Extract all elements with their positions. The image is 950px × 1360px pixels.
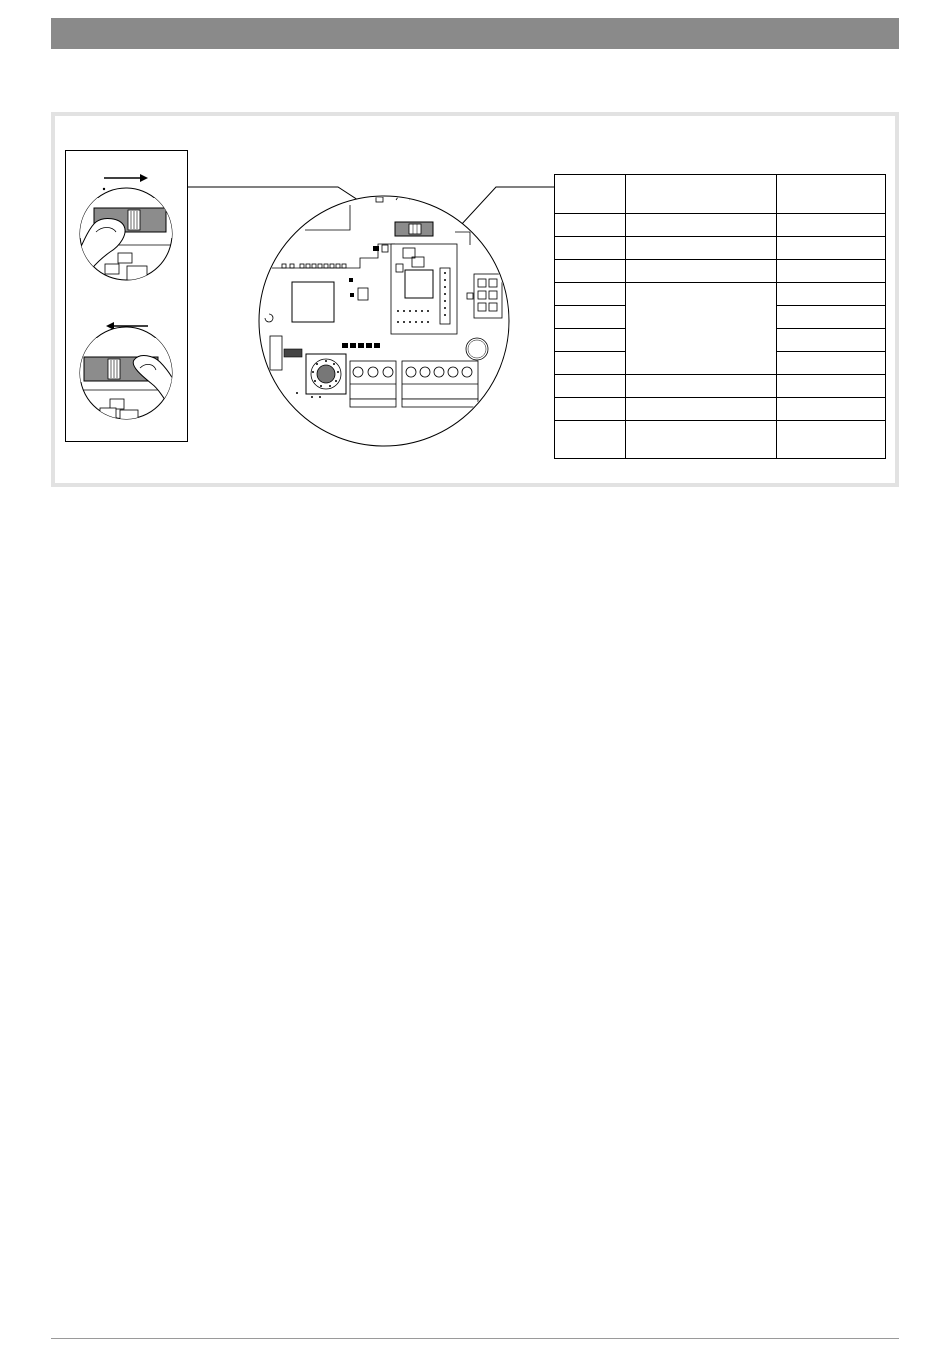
- table-cell: [777, 352, 886, 375]
- table-cell: [777, 375, 886, 398]
- table-cell: [555, 375, 626, 398]
- switch-settings-table: [554, 174, 886, 459]
- main-board-illustration: [258, 196, 509, 446]
- table-cell: [555, 329, 626, 352]
- table-cell: [626, 421, 777, 459]
- table-row: [555, 260, 886, 283]
- table-row: [555, 375, 886, 398]
- table-cell: [777, 283, 886, 306]
- table-row: [555, 214, 886, 237]
- table-cell: [626, 237, 777, 260]
- slide-right-illustration: [70, 174, 178, 290]
- table-cell: [555, 260, 626, 283]
- table-header-row: [555, 175, 886, 214]
- table-cell: [777, 398, 886, 421]
- table-row: [555, 283, 886, 306]
- table-cell: [555, 352, 626, 375]
- table-cell: [555, 283, 626, 306]
- table-row: [555, 421, 886, 459]
- table-header-cell: [626, 175, 777, 214]
- table-cell: [626, 260, 777, 283]
- table-cell: [555, 421, 626, 459]
- table-cell: [777, 214, 886, 237]
- slide-left-illustration: [78, 322, 182, 422]
- table-cell: [555, 237, 626, 260]
- table-cell: [626, 398, 777, 421]
- table-cell: [777, 306, 886, 329]
- table-header-cell: [777, 175, 886, 214]
- table-cell: [555, 398, 626, 421]
- table-cell: [777, 237, 886, 260]
- rotary-switch-icon: [306, 354, 346, 394]
- table-cell-merged: [626, 283, 777, 375]
- table-cell: [777, 329, 886, 352]
- table-cell: [555, 306, 626, 329]
- table-cell: [777, 421, 886, 459]
- table-row: [555, 398, 886, 421]
- table-cell: [777, 260, 886, 283]
- table-row: [555, 237, 886, 260]
- table-header-cell: [555, 175, 626, 214]
- table-cell: [626, 214, 777, 237]
- footer-rule: [51, 1338, 899, 1339]
- table-cell: [555, 214, 626, 237]
- table-cell: [626, 375, 777, 398]
